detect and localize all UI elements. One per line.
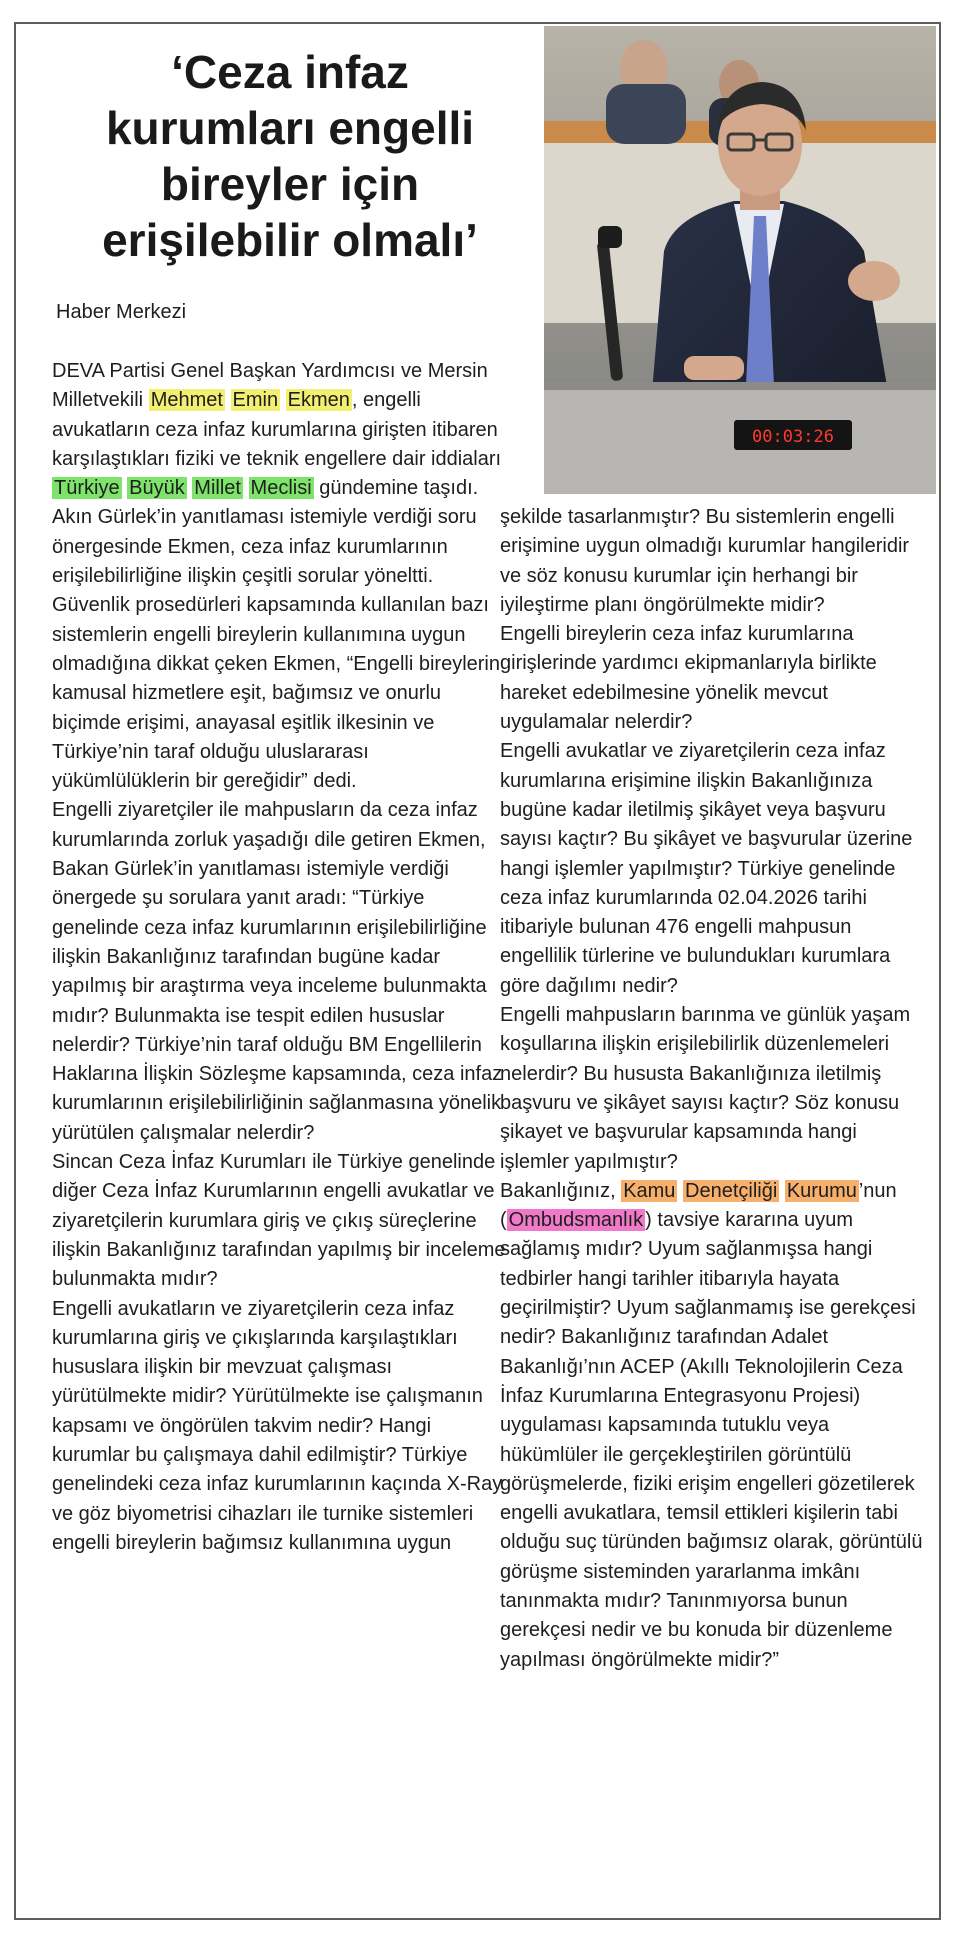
article-photo bbox=[544, 26, 936, 494]
paragraph-2: Engelli ziyaretçiler ile mahpusların da ceza infaz kurumlarında zorluk yaşadığı dile getiren Ekmen, Bakan Gürlek’in yanıtlaması istemiyle verdiği önergede şu sorulara yanıt aradı: “Türkiye genelinde ceza infaz kurumlarının erişilebilirliğine ilişkin Bakanlığınız tarafından bugüne kadar yapılmış bir araştırma veya inceleme bulunmakta mıdır? Bulunmakta ise tespit edilen hususlar nelerdir? Türkiye’nin taraf olduğu BM Engellilerin Haklarına İlişkin Sözleşme kapsamında, ceza infaz kurumlarının erişilebilirliğinin sağlanmasına yönelik yürütülen çalışmalar nelerdir? bbox=[52, 799, 503, 1144]
paragraph-4: Engelli avukatların ve ziyaretçilerin ceza infaz kurumlarına giriş ve çıkışlarında karşılaştıkları hususlara ilişkin bir mevzuat çalışması yürütülmekte midir? Yürütülmekte ise çalışmanın kapsamı ve öngörülen takvim nedir? Hangi kurumlar bu çalışmaya dahil edilmiştir? Türkiye genelindeki ceza infaz kurumlarının kaçında X-Ray ve göz biyometrisi cihazları ile turnike sistemleri engelli bireylerin bağımsız kullanımına uygun bbox=[52, 1297, 503, 1554]
highlight-name: Ekmen bbox=[287, 389, 350, 412]
highlight-institution: Denetçiliği bbox=[685, 1179, 778, 1202]
podium-timer-display: 00:03:26 bbox=[752, 427, 834, 447]
paragraph-3: Sincan Ceza İnfaz Kurumları ile Türkiye genelinde diğer Ceza İnfaz Kurumlarının engelli avukatlar ve ziyaretçilerin kurumlara giriş ve çıkış süreçlerine ilişkin Bakanlığınız tarafından yapılmış bir inceleme bulunmakta mıdır? bbox=[52, 1151, 506, 1291]
highlight-name: Mehmet bbox=[150, 389, 223, 412]
highlight-term: Ombudsmanlık bbox=[508, 1209, 644, 1232]
article-byline: Haber Merkezi bbox=[56, 301, 187, 323]
highlight-name: Emin bbox=[232, 389, 279, 412]
highlight-institution: Türkiye bbox=[54, 477, 120, 500]
highlight-institution: Millet bbox=[194, 477, 241, 500]
paragraph-6: Engelli bireylerin ceza infaz kurumlarına girişlerinde yardımcı ekipmanlarıyla birlikte hareket edebilmesine yönelik mevcut uygulamalar nelerdir? bbox=[500, 623, 877, 734]
highlight-institution: Kamu bbox=[623, 1179, 676, 1202]
highlight-institution: Kurumu bbox=[786, 1179, 857, 1202]
speaker-at-podium-illustration bbox=[544, 26, 936, 494]
paragraph-9: Bakanlığınız, Kamu Denetçiliği Kurumu ’nun ( Ombudsmanlık ) tavsiye kararına uyum sağlamış mıdır? Uyum sağlanmışsa hangi tedbirler hangi tarihler itibarıyla hayata geçirilmiştir? Uyum sağlanmamış ise gerekçesi nedir? Bakanlığınız tarafından Adalet Bakanlığı’nın ACEP (Akıllı Teknolojilerin Ceza İnfaz Kurumlarına Entegrasyonu Projesi) uygulaması kapsamında tutuklu veya hükümlüler ile gerçekleştirilen görüntülü görüşmelerde, fiziki erişim engelleri gözetilerek engelli avukatlara, temsil ettikleri kişilerin tabi olduğu suç türünden bağımsız olarak, görüntülü görüşme sisteminden yararlanma imkânı tanınmakta mıdır? Tanınmıyorsa bunun gerekçesi nedir ve bu konuda bir düzenleme yapılması öngörülmekte midir?” bbox=[500, 1179, 923, 1671]
paragraph-8: Engelli mahpusların barınma ve günlük yaşam koşullarına ilişkin erişilebilirlik düzenlemeleri nelerdir? Bu hususta Bakanlığınıza iletilmiş başvuru ve şikâyet sayısı kaçtır? Söz konusu şikayet ve başvurular kapsamında hangi işlemler yapılmıştır? bbox=[500, 1004, 911, 1173]
paragraph-5: şekilde tasarlanmıştır? Bu sistemlerin engelli erişimine uygun olmadığı kurumlar hangileridir ve söz konusu kurumlar için herhangi bir iyileştirme planı öngörülmekte midir? bbox=[500, 506, 910, 616]
highlight-institution: Büyük bbox=[129, 477, 185, 500]
paragraph-7: Engelli avukatlar ve ziyaretçilerin ceza infaz kurumlarına erişimine ilişkin Bakanlığınıza bugüne kadar iletilmiş şikâyet veya başvuru sayısı kaçtır? Bu şikâyet ve başvurular üzerine hangi işlemler yapılmıştır? Türkiye genelinde ceza infaz kurumlarında 02.04.2026 tarihi itibariyle bulunan 476 engelli mahpusun engellilik türlerine ve bulundukları kurumlara göre dağılımı nedir? bbox=[500, 740, 913, 997]
paragraph-1: DEVA Partisi Genel Başkan Yardımcısı ve Mersin Milletvekili Mehmet Emin Ekmen , engelli avukatların ceza infaz kurumlarına girişten itibaren karşılaştıkları fiziki ve teknik engellere dair iddiaları Türkiye Büyük Millet Meclisi gündemine taşıdı. Akın Gürlek’in yanıtlaması istemiyle verdiği soru önergesinde Ekmen, ceza infaz kurumlarının erişilebilirliğine ilişkin çeşitli sorular yöneltti. Güvenlik prosedürleri kapsamında kullanılan bazı sistemlerin engelli bireylerin kullanımına uygun olmadığına dikkat çeken Ekmen, “Engelli bireylerin kamusal hizmetlere eşit, bağımsız ve onurlu biçimde erişimi, anayasal eşitlik ilkesinin ve Türkiye’nin taraf olduğu uluslararası yükümlülüklerin bir gereğidir” dedi. bbox=[52, 360, 502, 793]
article-column-right bbox=[500, 503, 928, 1675]
article-column-left bbox=[52, 357, 508, 1558]
article-headline: ‘Ceza infaz kurumları engelli bireyler için erişilebilir olmalı’ bbox=[102, 46, 478, 266]
highlight-institution: Meclisi bbox=[250, 477, 312, 500]
article-frame bbox=[14, 22, 941, 1920]
